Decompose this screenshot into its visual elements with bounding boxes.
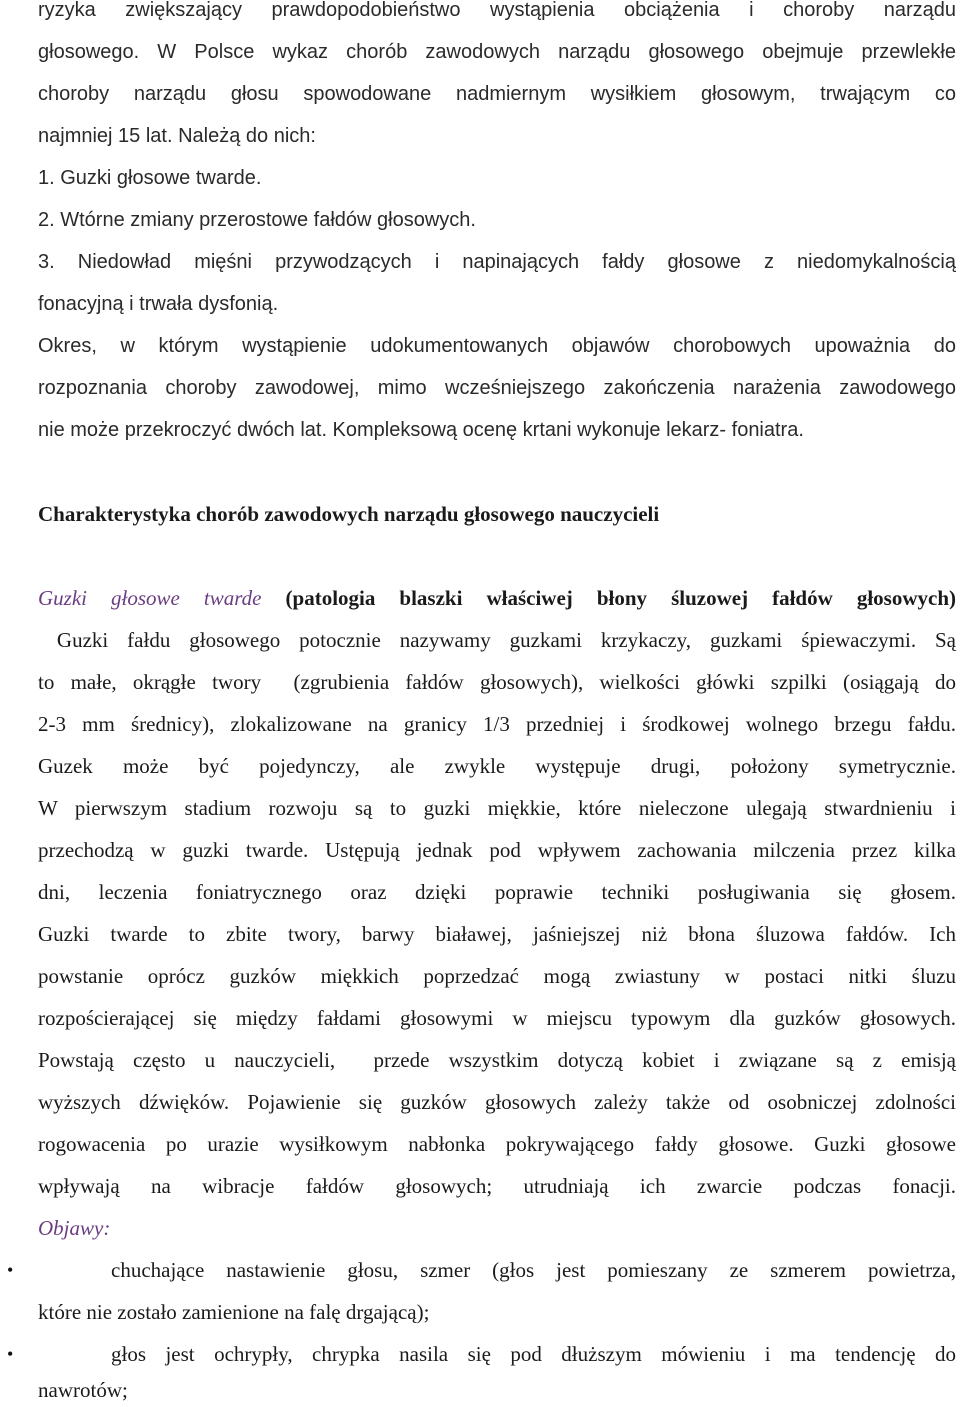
list-item: 3. Niedowład mięśni przywodzących i napinających fałdy głosowe z niedomykalnością xyxy=(38,251,956,273)
period-line: rozpoznania choroby zawodowej, mimo wcześniejszego zakończenia narażenia zawodowego xyxy=(38,377,956,399)
body-line: 2-3 mm średnicy), zlokalizowane na granicy 1/3 przedniej i środkowej wolnego brzegu fałdu. xyxy=(38,712,956,736)
bullet-item-continuation: nawrotów; xyxy=(38,1378,128,1402)
body-line: dni, leczenia foniatrycznego oraz dzięki poprawie techniki posługiwania się głosem. xyxy=(38,880,956,904)
intro-line: głosowego. W Polsce wykaz chorób zawodowych narządu głosowego obejmuje przewlekłe xyxy=(38,41,956,63)
body-line: Guzki twarde to zbite twory, barwy białawej, jaśniejszej niż błona śluzowa fałdów. Ich xyxy=(38,922,956,946)
bullet-item-text: głos jest ochrypły, chrypka nasila się pod dłuższym mówieniu i ma tendencję do xyxy=(111,1342,956,1366)
subheading xyxy=(38,584,956,612)
intro-line: najmniej 15 lat. Należą do nich: xyxy=(38,125,316,147)
subheading-bold: (patologia blaszki właściwej błony śluzowej fałdów głosowych) xyxy=(285,586,956,610)
bullet-item-continuation: które nie zostało zamienione na falę drgającą); xyxy=(38,1300,430,1324)
body-line: rozpościerającej się między fałdami głosowymi w miejscu typowym dla guzków głosowych. xyxy=(38,1006,956,1030)
subheading-italic: Guzki głosowe twarde xyxy=(38,586,262,610)
bullet-item-text: chuchające nastawienie głosu, szmer (głos jest pomieszany ze szmerem powietrza, xyxy=(111,1258,956,1282)
body-line: Powstają często u nauczycieli, przede wszystkim dotyczą kobiet i związane są z emisją xyxy=(38,1048,956,1072)
body-line: wpływają na wibracje fałdów głosowych; utrudniają ich zwarcie podczas fonacji. xyxy=(38,1174,956,1198)
intro-line: choroby narządu głosu spowodowane nadmiernym wysiłkiem głosowym, trwającym co xyxy=(38,83,956,105)
intro-line: ryzyka zwiększający prawdopodobieństwo wystąpienia obciążenia i choroby narządu xyxy=(38,0,956,21)
body-line: Guzek może być pojedynczy, ale zwykle występuje drugi, położony symetrycznie. xyxy=(38,754,956,778)
list-item: 2. Wtórne zmiany przerostowe fałdów głosowych. xyxy=(38,209,476,231)
section-heading: Charakterystyka chorób zawodowych narządu głosowego nauczycieli xyxy=(38,502,660,526)
list-item-continuation: fonacyjną i trwała dysfonią. xyxy=(38,293,279,315)
period-line: nie może przekroczyć dwóch lat. Kompleksową ocenę krtani wykonuje lekarz- foniatra. xyxy=(38,419,804,441)
body-line: wyższych dźwięków. Pojawienie się guzków głosowych zależy także od osobniczej zdolności xyxy=(38,1090,956,1114)
body-line: rogowacenia po urazie wysiłkowym nabłonka pokrywającego fałdy głosowe. Guzki głosowe xyxy=(38,1132,956,1156)
period-line: Okres, w którym wystąpienie udokumentowanych objawów chorobowych upoważnia do xyxy=(38,335,956,357)
bullet-icon: • xyxy=(7,1344,14,1364)
symptoms-label: Objawy: xyxy=(38,1216,111,1240)
body-line: W pierwszym stadium rozwoju są to guzki miękkie, które nieleczone ulegają stwardnieniu i xyxy=(38,796,956,820)
list-item: 1. Guzki głosowe twarde. xyxy=(38,167,262,189)
body-line: powstanie oprócz guzków miękkich poprzedzać mogą zwiastuny w postaci nitki śluzu xyxy=(38,964,956,988)
body-line: przechodzą w guzki twarde. Ustępują jednak pod wpływem zachowania milczenia przez kilka xyxy=(38,838,956,862)
body-line: to małe, okrągłe twory (zgrubienia fałdów głosowych), wielkości główki szpilki (osiągają do xyxy=(38,670,956,694)
bullet-icon: • xyxy=(7,1260,14,1280)
body-line: Guzki fałdu głosowego potocznie nazywamy guzkami krzykaczy, guzkami śpiewaczymi. Są xyxy=(38,628,956,652)
